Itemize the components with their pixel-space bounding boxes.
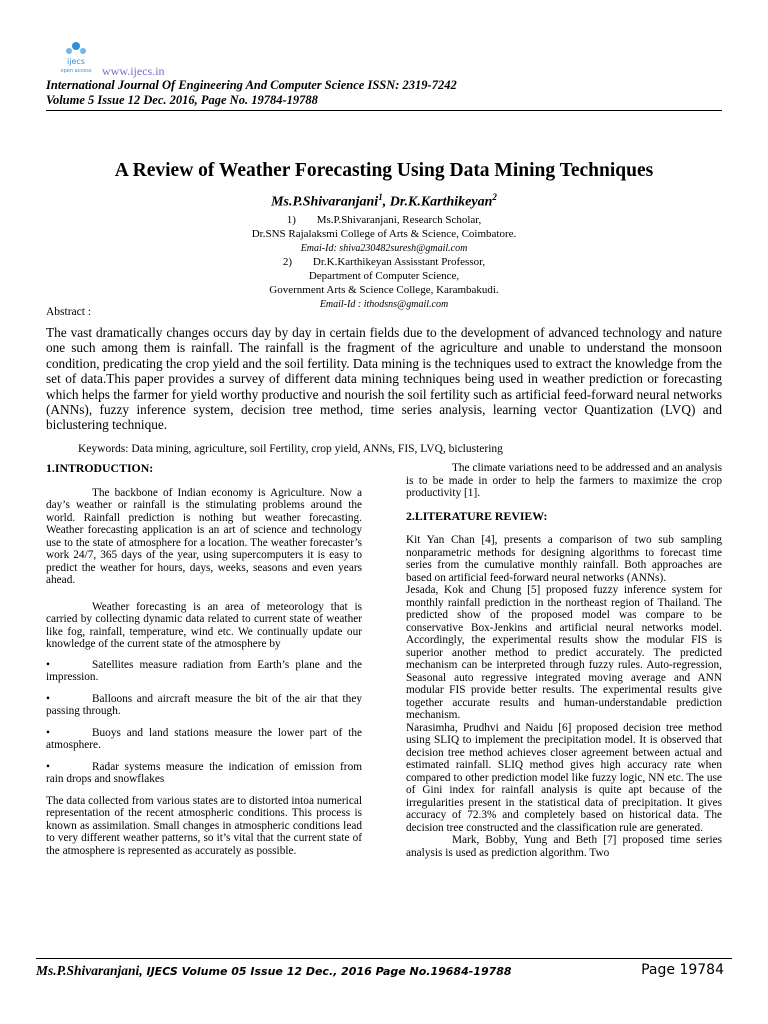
- section-heading-literature-review: 2.LITERATURE REVIEW:: [406, 508, 548, 523]
- affiliation-1-line-2: Dr.SNS Rajalaksmi College of Arts & Science, Coimbatore.: [251, 228, 517, 240]
- paragraph: Jesada, Kok and Chung [5] proposed fuzzy inference system for monthly rainfall prediction in the northeast region of Thailand. The predicted show of the proposed model was compare to be conservative Box-Jenkins and artificial neural networks model. Accordingly, the experimental results show the modular FIS is superior another method to predict accurately. The predicted mechanism can be interpreted through fuzzy rules. Auto-regression, Seasonal auto regressive integrated moving average and ANN modular FIS provide better results. The experimental results give together accurate results and human-understandable prediction mechanism.: [406, 584, 722, 721]
- abstract-text: The vast dramatically changes occurs day by day in certain fields due to the development of advanced technology and nature one such among them is rainfall. The rainfall is the fragment of the agriculture and unable to understand the monsoon condition, predicating the crop yield and the soil fertility. Data mining is the techniques used to extract the knowledge from the set of data.This paper provides a survey of different data mining techniques being used in weather prediction or forecasting which helps the farmer for yield worthy productive and nourish the soil fertility such as artificial feed-forward neural networks (ANNs), fuzzy inference system, decision tree method, time series analysis, learning vector Quantization (LVQ) and biclustering technique.: [46, 325, 722, 433]
- affiliation-2-email: Email-Id : ithodsns@gmail.com: [319, 299, 449, 310]
- bullet-icon: •: [46, 760, 50, 773]
- paragraph: Kit Yan Chan [4], presents a comparison of two sub sampling nonparametric methods for designing algorithms to forecast time series from the cumulative monthly rainfall. Both approaches are based on artificial feed-forward neural networks (ANNs).: [406, 534, 722, 584]
- ijecs-logo-icon: [56, 40, 96, 74]
- journal-url-link[interactable]: www.ijecs.in: [102, 64, 165, 78]
- list-item-text: Buoys and land stations measure the lower part of the atmosphere.: [46, 726, 362, 751]
- journal-issue: Volume 5 Issue 12 Dec. 2016, Page No. 19784-19788: [46, 93, 318, 107]
- keywords: Keywords: Data mining, agriculture, soil Fertility, crop yield, ANNs, FIS, LVQ, biclustering: [78, 443, 503, 455]
- list-item-text: Balloons and aircraft measure the bit of the air that they passing through.: [46, 692, 362, 717]
- list-item-text: Radar systems measure the indication of emission from rain drops and snowflakes: [46, 760, 362, 785]
- abstract-label: Abstract :: [46, 306, 92, 318]
- list-item: [46, 693, 362, 718]
- paper-title: A Review of Weather Forecasting Using Data Mining Techniques: [114, 160, 654, 181]
- paragraph: The backbone of Indian economy is Agriculture. Now a day’s weather or rainfall is the stimulating problems around the world. Rainfall prediction is nothing but weather forecasting. Weather forecasting application is an art of science and technology use to the state of atmosphere for a location. The weather forecaster’s work 24/7, 365 days of the year, using supercomputers it is easy to predict the weather for hours, days, weeks, seasons and even years ahead.: [46, 486, 362, 586]
- footer-citation: [36, 963, 512, 979]
- paragraph: Mark, Bobby, Yung and Beth [7] proposed time series analysis is used as prediction algorithm. Two: [406, 834, 722, 859]
- author-2-marker: 2: [492, 192, 497, 202]
- header-divider: [46, 110, 722, 111]
- paragraph: The data collected from various states are to distorted intoa numerical representation of the recent atmospheric conditions. This process is known as assimilation. Small changes in atmospheric conditions lead to very different weather patterns, so it’s vital that the current state of the atmosphere is represented as accurately as possible.: [46, 794, 362, 857]
- logo-subtext: open access: [60, 68, 92, 74]
- affiliation-1-email: Emai-Id: shiva230482suresh@gmail.com: [300, 243, 468, 254]
- author-list: [0, 192, 768, 211]
- right-column: [406, 462, 722, 859]
- section-heading-introduction: 1.INTRODUCTION:: [46, 461, 154, 475]
- affiliation-2-name: Dr.K.Karthikeyan Assisstant Professor,: [312, 256, 486, 268]
- footer-divider: [36, 958, 732, 959]
- logo-text: ijecs: [67, 57, 85, 66]
- list-item: [46, 761, 362, 786]
- footer-journal-info: IJECS Volume 05 Issue 12 Dec., 2016 Page No.19684-19788: [142, 965, 512, 978]
- paragraph: The climate variations need to be addressed and an analysis is to be made in order to help the farmers to maximize the crop productivity [1].: [406, 462, 722, 499]
- bullet-icon: •: [46, 692, 50, 705]
- list-item: [46, 727, 362, 752]
- affiliation-2-number: 2): [282, 256, 293, 268]
- author-2: Dr.K.Karthikeyan: [389, 194, 493, 210]
- affiliation-1-line-1: [0, 214, 768, 228]
- paragraph: Narasimha, Prudhvi and Naidu [6] proposed decision tree method using SLIQ to implement the precipitation model. It is observed that decision tree method achieves closer agreement between actual and estimated rainfall. SLIQ method gives high accuracy rate when compared to other prediction model like fuzzy logic, NN etc. The use of Gini index for rainfall analysis is quite apt because of the irregularities present in the statistical data of precipitation. It gives accuracy of 72.3% and completely based on historical data. The decision tree constructed and the classification rule are generated.: [406, 721, 722, 834]
- footer-author: Ms.P.Shivaranjani,: [36, 963, 143, 978]
- paragraph: Weather forecasting is an area of meteorology that is carried by collecting dynamic data related to current state of weather like fog, rainfall, temperature, wind etc. We continually update our knowledge of the current state of the atmosphere by: [46, 600, 362, 650]
- author-separator: ,: [382, 194, 390, 210]
- affiliation-1-name: Ms.P.Shivaranjani, Research Scholar,: [316, 214, 482, 226]
- page-number: Page 19784: [641, 962, 724, 978]
- author-1: Ms.P.Shivaranjani: [271, 194, 379, 210]
- affiliation-2-line-1: [0, 256, 768, 270]
- bullet-icon: •: [46, 658, 50, 671]
- bullet-icon: •: [46, 726, 50, 739]
- affiliation-2-line-2: Department of Computer Science,: [308, 270, 460, 282]
- author-1-marker: 1: [378, 192, 383, 202]
- journal-name: International Journal Of Engineering And Computer Science ISSN: 2319-7242: [46, 78, 457, 92]
- list-item: [46, 659, 362, 684]
- left-column: [46, 462, 362, 865]
- affiliation-1-number: 1): [286, 214, 296, 226]
- affiliation-2-line-3: Government Arts & Science College, Karambakudi.: [269, 284, 499, 296]
- list-item-text: Satellites measure radiation from Earth’s plane and the impression.: [46, 658, 362, 683]
